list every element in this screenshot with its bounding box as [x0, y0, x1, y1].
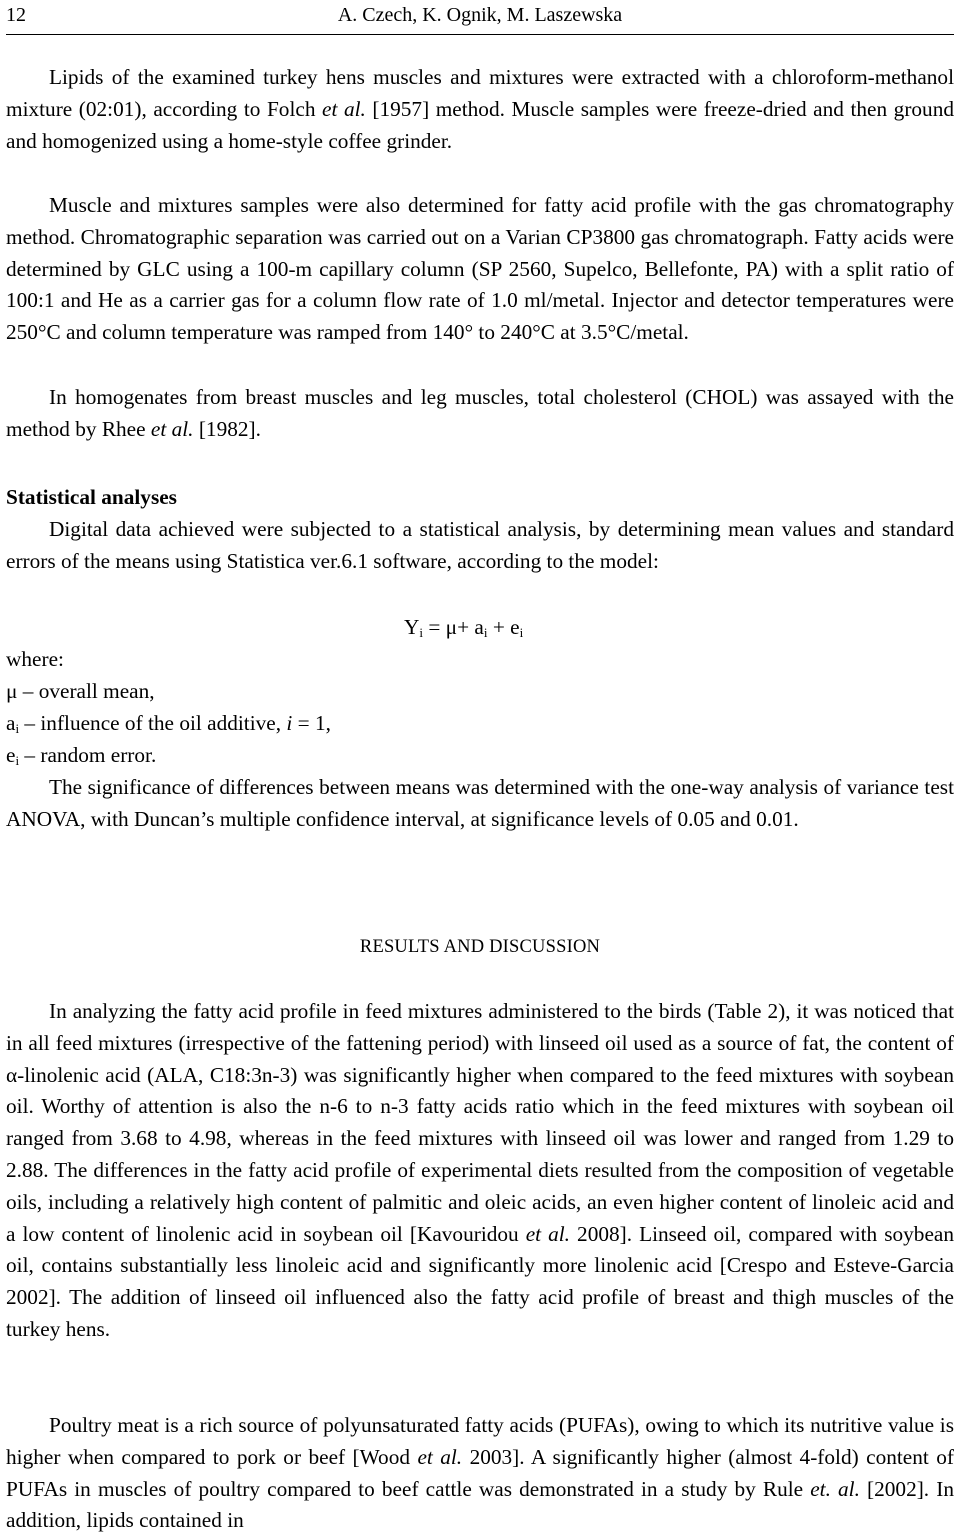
definition-a: $a_i$ – influence of the oil additive, i = 1, — [6, 711, 331, 736]
section-heading-statistical-analyses: Statistical analyses — [6, 485, 177, 509]
section-heading-results: RESULTS AND DISCUSSION — [359, 937, 601, 957]
definition-e: $e_i$ – random error. — [6, 743, 157, 768]
page-number: 12 — [6, 4, 26, 26]
results-paragraph-fatty-acid-profile: In analyzing the fatty acid profile in feed mixtures administered to the birds (Table 2), it was noticed that in all feed mixtures (irrespective of the fattening period) with linseed oil used as a source of fat, the content of α-linolenic acid (ALA, C18:3n-3) was significantly higher when compared to the feed mixtures with soybean oil. Worthy of attention is also the n-6 to n-3 fatty acids ratio which in the feed mixtures with soybean oil ranged from 3.68 to 4.98, whereas in the feed mixtures with linseed oil was lower and ranged from 1.29 to 2.88. The differences in the fatty acid profile of experimental diets resulted from the composition of vegetable oils, including a relatively high content of palmitic and oleic acids, an even higher content of linoleic acid and a low content of linolenic acid in soybean oil [Kavouridou et al. 2008]. Linseed oil, compared with soybean oil, contains substantially less linoleic acid and significantly more linolenic acid [Crespo and Esteve-Garcia 2002]. The addition of linseed oil influenced also the fatty acid profile of breast and thigh muscles of the turkey hens. — [6, 999, 954, 1341]
methods-paragraph-cholesterol: In homogenates from breast muscles and leg muscles, total cholesterol (CHOL) was assayed with the method by Rhee et al. [1982]. — [6, 385, 954, 441]
running-header — [6, 3, 954, 29]
model-formula: $Y_i = \mu+ a_i + e_i$ — [404, 615, 524, 640]
methods-paragraph-fatty-acids: Muscle and mixtures samples were also determined for fatty acid profile with the gas chromatography method. Chromatographic separation was carried out on a Varian CP3800 gas chromatograph. Fatty acids were determined by GLC using a 100-m capillary column (SP 2560, Supelco, Bellefonte, PA) with a split ratio of 100:1 and He as a carrier gas for a column flow rate of 1.0 ml/metal. Injector and detector temperatures were 250°C and column temperature was ramped from 140° to 240°C at 3.5°C/metal. — [6, 193, 954, 345]
definition-mu: μ – overall mean, — [6, 679, 155, 703]
stats-paragraph-significance: The significance of differences between means was determined with the one-way analysis of variance test ANOVA, with Duncan’s multiple confidence interval, at significance levels of 0.05 and 0.01. — [6, 775, 954, 831]
methods-paragraph-lipids: Lipids of the examined turkey hens muscles and mixtures were extracted with a chloroform-methanol mixture (02:01), according to Folch et al. [1957] method. Muscle samples were freeze-dried and then ground and homogenized using a home-style coffee grinder. — [6, 65, 955, 153]
header-rule — [6, 34, 954, 35]
results-paragraph-poultry-meat: Poultry meat is a rich source of polyunsaturated fatty acids (PUFAs), owing to which its nutritive value is higher when compared to pork or beef [Wood et al. 2003]. A significantly higher (almost 4-fold) content of PUFAs in muscles of poultry compared to beef cattle was demonstrated in a study by Rule et. al. [2002]. In addition, lipids contained in — [6, 1413, 954, 1533]
stats-paragraph-model: Digital data achieved were subjected to a statistical analysis, by determining mean values and standard errors of the means using Statistica ver.6.1 software, according to the model: — [6, 517, 954, 573]
running-header-authors: A. Czech, K. Ognik, M. Laszewska — [337, 4, 623, 26]
where-label: where: — [6, 647, 64, 671]
